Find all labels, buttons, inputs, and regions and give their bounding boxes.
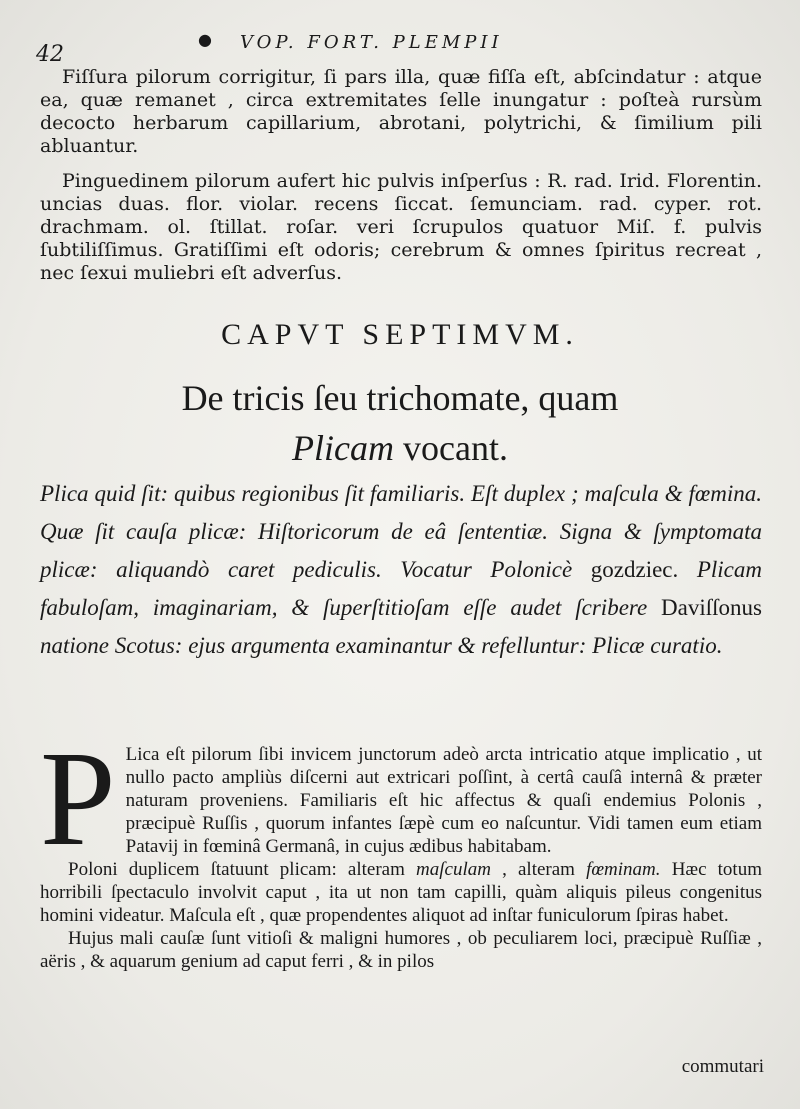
summary-part-3: natione Scotus: ejus argumenta examinantur & refelluntur: Plicæ curatio. bbox=[40, 633, 723, 658]
body-p2-b: , alteram bbox=[490, 859, 587, 880]
body-p2-c: Hæc totum horribili ſpectaculo involvit caput , ita ut non tam capilli, quàm aliquis pileus congenitus homini videatur. Maſcula eſt , quæ propendentes aliquot ad inſtar funiculorum ſpiras habet. bbox=[40, 859, 762, 926]
page-number: 42 bbox=[36, 42, 64, 67]
summary-roman-1: gozdziec. bbox=[590, 557, 679, 582]
drop-cap-initial: P bbox=[40, 724, 116, 874]
body-p2-italic-foeminam: fœminam. bbox=[586, 859, 661, 880]
chapter-heading-line1: De tricis ſeu trichomate, quam bbox=[181, 378, 619, 418]
body-p2-a: Poloni duplicem ſtatuunt plicam: alteram bbox=[68, 859, 417, 880]
body-p2-italic-masculam: maſculam bbox=[416, 859, 491, 880]
chapter-heading-vocant: vocant. bbox=[394, 428, 508, 468]
chapter-heading bbox=[0, 373, 800, 473]
summary-part-1: Plica quid ſit: quibus regionibus ſit familiaris. Eſt duplex ; maſcula & fœmina. Quæ ſit cauſa plicæ: Hiſtoricorum de eâ ſententiæ. Signa & ſymptomata plicæ: aliquandò caret pediculis. Vocatur Polonicè bbox=[40, 481, 762, 582]
chapter-summary bbox=[40, 475, 762, 665]
body-paragraph-1: Lica eſt pilorum ſibi invicem junctorum adeò arcta intricatio atque implicatio , ut nullo pacto ampliùs diſcerni aut extricari poſſint, à certâ cauſâ internâ & præter naturam proveniens. Familiaris eſt hic affectus & quaſi endemius Polonis , præcipuè Ruſſis , quorum infantes ſæpè cum eo naſcuntur. Vidi tamen eum etiam Patavij in fœminâ Germanâ, in cujus ædibus habitabam. bbox=[125, 744, 762, 857]
paragraph-fissura: Fiſſura pilorum corrigitur, ſi pars illa, quæ fiſſa eſt, abſcindatur : atque ea, quæ remanet , circa extremitates ſelle inungatur : poſteà rursùm decocto herbarum capillarium, abrotani, polytrichi, & ſimilium pili abluantur. bbox=[40, 66, 762, 157]
bullet-ornament: ● bbox=[198, 30, 212, 49]
paragraph-pinguedinem: Pinguedinem pilorum aufert hic pulvis inſperſus : R. rad. Irid. Florentin. uncias duas. flor. violar. recens ſiccat. ſemunciam. rad. cyper. rot. drachmam. ol. ſtillat. roſar. veri ſcrupulos quatuor Miſ. f. pulvis ſubtiliſſimus. Gratiſſimi eſt odoris; cerebrum & omnes ſpiritus recreat , nec ſexui muliebri eſt adverſus. bbox=[40, 170, 762, 284]
running-title: VOP. FORT. PLEMPII bbox=[240, 32, 503, 53]
body-paragraph-2 bbox=[40, 858, 762, 927]
chapter-heading-plicam: Plicam bbox=[292, 428, 394, 468]
catchword: commutari bbox=[681, 1056, 764, 1077]
body-text-block bbox=[40, 724, 762, 973]
summary-roman-2: Daviſſonus bbox=[661, 595, 762, 620]
body-paragraph-3: Hujus mali cauſæ ſunt vitioſi & maligni humores , ob peculiarem loci, præcipuè Ruſſiæ , aëris , & aquarum genium ad caput ferri , & in pilos bbox=[40, 928, 762, 972]
running-head bbox=[30, 30, 770, 67]
chapter-heading-line2 bbox=[0, 423, 800, 473]
summary-part-2: Plicam fabuloſam, imaginariam, & ſuperſtitioſam eſſe audet ſcribere bbox=[40, 557, 762, 620]
top-text-block bbox=[40, 66, 762, 285]
chapter-title: CAPVT SEPTIMVM. bbox=[221, 318, 579, 351]
